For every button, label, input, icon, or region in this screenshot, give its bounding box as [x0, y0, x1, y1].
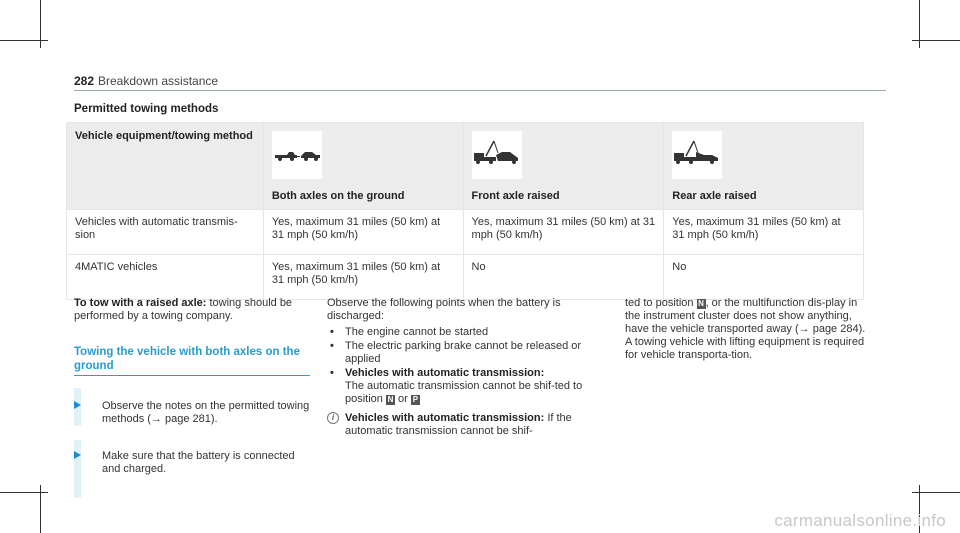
- list-item: [327, 367, 599, 406]
- list-item-text: The electric parking brake cannot be released or applied: [345, 340, 582, 365]
- lead-bold: To tow with a raised axle:: [74, 297, 207, 309]
- list-item-text: The automatic transmission cannot be shif-ted to position: [345, 380, 583, 405]
- list-item: [327, 326, 599, 339]
- note-bold: Vehicles with automatic transmission:: [345, 412, 545, 424]
- crop-mark: [0, 492, 48, 493]
- table-header-front-raised: [463, 123, 664, 210]
- table-cell: Vehicles with automatic transmis-sion: [67, 210, 264, 255]
- list-item: [327, 340, 599, 366]
- section-header: Breakdown assistance: [98, 74, 219, 88]
- table-header-rear-raised: [664, 123, 864, 210]
- paragraph: [74, 297, 310, 323]
- gear-p-icon: P: [412, 395, 419, 404]
- table-cell: No: [664, 255, 864, 300]
- list-item-text: The engine cannot be started: [345, 326, 489, 338]
- page-number: 282: [74, 74, 95, 88]
- text-column-3: [625, 297, 870, 362]
- crop-mark: [0, 40, 48, 41]
- towing-methods-table: [66, 122, 864, 300]
- instruction-step: [74, 450, 310, 476]
- instruction-step: [74, 400, 310, 426]
- table-cell: 4MATIC vehicles: [67, 255, 264, 300]
- paragraph: Observe the following points when the battery is discharged:: [327, 297, 561, 322]
- watermark: carmanualsonline.info: [774, 511, 946, 530]
- step-text: Observe the notes on the permitted towing methods (→ page 281).: [102, 400, 310, 425]
- list-item-text: or: [394, 393, 411, 405]
- table-cell: Yes, maximum 31 miles (50 km) at 31 mph (50 km/h): [463, 210, 664, 255]
- tow-truck-rear-raised-icon: [672, 131, 722, 179]
- table-header-equipment: Vehicle equipment/towing method: [67, 123, 264, 210]
- text-column-2: [327, 297, 599, 438]
- table-header-label: Rear axle raised: [672, 190, 757, 202]
- table-row: [67, 255, 864, 300]
- subheading: Towing the vehicle with both axles on the ground: [74, 345, 310, 376]
- gear-n-icon: N: [387, 395, 394, 404]
- gear-n-icon: N: [698, 299, 704, 308]
- bullet-icon: •: [330, 367, 334, 379]
- paragraph-text: ted to position: [625, 297, 697, 309]
- table-cell: Yes, maximum 31 miles (50 km) at 31 mph (50 km/h): [263, 255, 463, 300]
- table-row: [67, 210, 864, 255]
- info-note: [327, 412, 599, 438]
- tow-truck-front-raised-icon: [472, 131, 522, 179]
- arrow-right-icon: [74, 451, 81, 459]
- arrow-right-icon: [74, 401, 81, 409]
- bullet-icon: •: [330, 326, 334, 338]
- table-header-both-axles: [263, 123, 463, 210]
- step-bar: [74, 440, 81, 498]
- table-header-label: Front axle raised: [471, 190, 560, 202]
- lead-text: towing should be performed by a towing company.: [74, 297, 293, 322]
- step-text: Make sure that the battery is connected and charged.: [102, 450, 295, 475]
- note-text: If the automatic transmission cannot be shif-: [345, 412, 572, 437]
- table-cell: No: [463, 255, 664, 300]
- table-cell: Yes, maximum 31 miles (50 km) at 31 mph (50 km/h): [263, 210, 463, 255]
- crop-mark: [912, 492, 960, 493]
- header-divider: [74, 90, 886, 91]
- paragraph-text: , or the multifunction dis-play in the instrument cluster does not show anything, have the vehicle transported away (→ page 284). A towing vehicle with lifting equipment is required for vehicle transporta-tion.: [625, 297, 866, 361]
- list-item-bold: Vehicles with automatic transmission:: [345, 367, 545, 379]
- two-cars-flat-icon: [272, 131, 322, 179]
- page-title: Permitted towing methods: [74, 103, 219, 115]
- table-cell: Yes, maximum 31 miles (50 km) at 31 mph (50 km/h): [664, 210, 864, 255]
- table-header-label: Both axles on the ground: [271, 190, 405, 202]
- info-icon: i: [327, 412, 339, 424]
- bullet-list: [327, 326, 599, 406]
- text-column-1: [74, 297, 310, 476]
- crop-mark: [912, 40, 960, 41]
- bullet-icon: •: [330, 340, 334, 352]
